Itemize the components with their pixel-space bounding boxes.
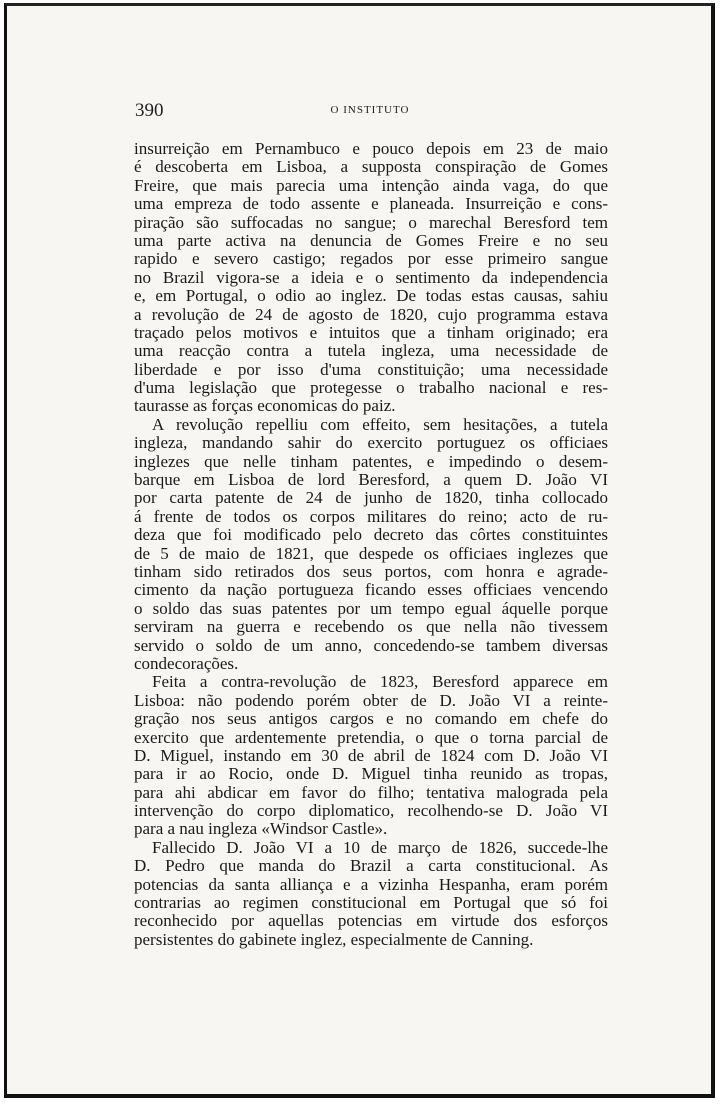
text-line: deza que foi modificado pelo decreto das côrtes constituintes — [134, 526, 608, 545]
text-line: barque em Lisboa de lord Beresford, a quem D. João VI — [134, 471, 608, 490]
text-line: no Brazil vigora-se a ideia e o sentimento da independencia — [134, 268, 608, 287]
text-line: tinham sido retirados dos seus portos, com honra e agrade- — [134, 562, 608, 581]
text-line: uma parte activa na denuncia de Gomes Freire e no seu — [134, 231, 608, 250]
text-line: Lisboa: não podendo porém obter de D. João VI a reinte- — [134, 691, 608, 710]
text-line: gração nos seus antigos cargos e no comando em chefe do — [134, 710, 608, 729]
text-line: exercito que ardentemente pretendia, o que o torna parcial de — [134, 728, 608, 747]
text-line: contrarias ao regimen constitucional em Portugal que só foi — [134, 894, 608, 913]
running-title: O INSTITUTO — [330, 104, 410, 116]
text-line: a revolução de 24 de agosto de 1820, cujo programma estava — [134, 305, 608, 324]
text-line: Fallecido D. João VI a 10 de março de 1826, succede-lhe — [152, 838, 608, 857]
text-line: traçado pelos motivos e intuitos que a tinham originado; era — [134, 323, 608, 342]
text-line: reconhecido por aquellas potencias em virtude dos esforços — [134, 912, 608, 931]
text-line: Freire, que mais parecia uma intenção ainda vaga, do que — [134, 176, 608, 195]
body-text — [134, 140, 608, 949]
text-line: insurreição em Pernambuco e pouco depois em 23 de maio — [134, 140, 608, 158]
text-line: para ahi abdicar em favor do filho; tentativa malograda pela — [134, 783, 608, 802]
text-line: por carta patente de 24 de junho de 1820, tinha collocado — [134, 489, 608, 508]
text-line: D. Miguel, instando em 30 de abril de 1824 com D. João VI — [134, 746, 608, 765]
text-line: d'uma legislação que protegesse o trabalho nacional e res- — [134, 379, 608, 398]
page-number: 390 — [135, 100, 164, 121]
text-line: condecorações. — [134, 654, 239, 673]
paragraph — [134, 673, 608, 839]
text-line: rapido e severo castigo; regados por esse primeiro sangue — [134, 250, 608, 269]
text-line: para a nau ingleza «Windsor Castle». — [134, 820, 388, 839]
text-line: para ir ao Rocio, onde D. Miguel tinha reunido as tropas, — [134, 765, 608, 784]
text-line: liberdade e por isso d'uma constituição; uma necessidade — [134, 360, 608, 379]
text-line: uma reacção contra a tutela ingleza, uma necessidade de — [134, 342, 608, 361]
text-line: de 5 de maio de 1821, que despede os officiaes inglezes que — [134, 544, 608, 563]
text-line: D. Pedro que manda do Brazil a carta constitucional. As — [134, 857, 608, 876]
text-line: Feita a contra-revolução de 1823, Beresford apparece em — [152, 673, 608, 692]
text-line: cimento da nação portugueza ficando esses officiaes vencendo — [134, 581, 608, 600]
text-line: serviram na guerra e recebendo os que nella não tivessem — [134, 618, 608, 637]
text-line: piração são suffocadas no sangue; o marechal Beresford tem — [134, 213, 608, 232]
text-line: e, em Portugal, o odio ao inglez. De todas estas causas, sahiu — [134, 287, 608, 306]
paragraph — [134, 140, 608, 416]
text-line: potencias da santa alliança e a vizinha Hespanha, eram porém — [134, 875, 608, 894]
text-line: á frente de todos os corpos militares do reino; acto de ru- — [134, 507, 608, 526]
text-line: ingleza, mandando sahir do exercito portuguez os officiaes — [134, 434, 608, 453]
text-line: servido o soldo de um anno, concedendo-se tambem diversas — [134, 636, 608, 655]
text-line: intervenção do corpo diplomatico, recolhendo-se D. João VI — [134, 802, 608, 821]
text-line: A revolução repelliu com effeito, sem hesitações, a tutela — [152, 415, 608, 434]
paragraph — [134, 416, 608, 673]
text-line: é descoberta em Lisboa, a supposta conspiração de Gomes — [134, 158, 608, 177]
text-line: uma empreza de todo assente e planeada. Insurreição e cons- — [134, 195, 608, 214]
page-header — [135, 100, 605, 122]
text-line: taurasse as forças economicas do paiz. — [134, 397, 396, 416]
text-line: persistentes do gabinete inglez, especialmente de Canning. — [134, 930, 534, 949]
paragraph — [134, 839, 608, 949]
text-line: inglezes que nelle tinham patentes, e impedindo o desem- — [134, 452, 608, 471]
text-line: o soldo das suas patentes por um tempo egual áquelle porque — [134, 599, 608, 618]
